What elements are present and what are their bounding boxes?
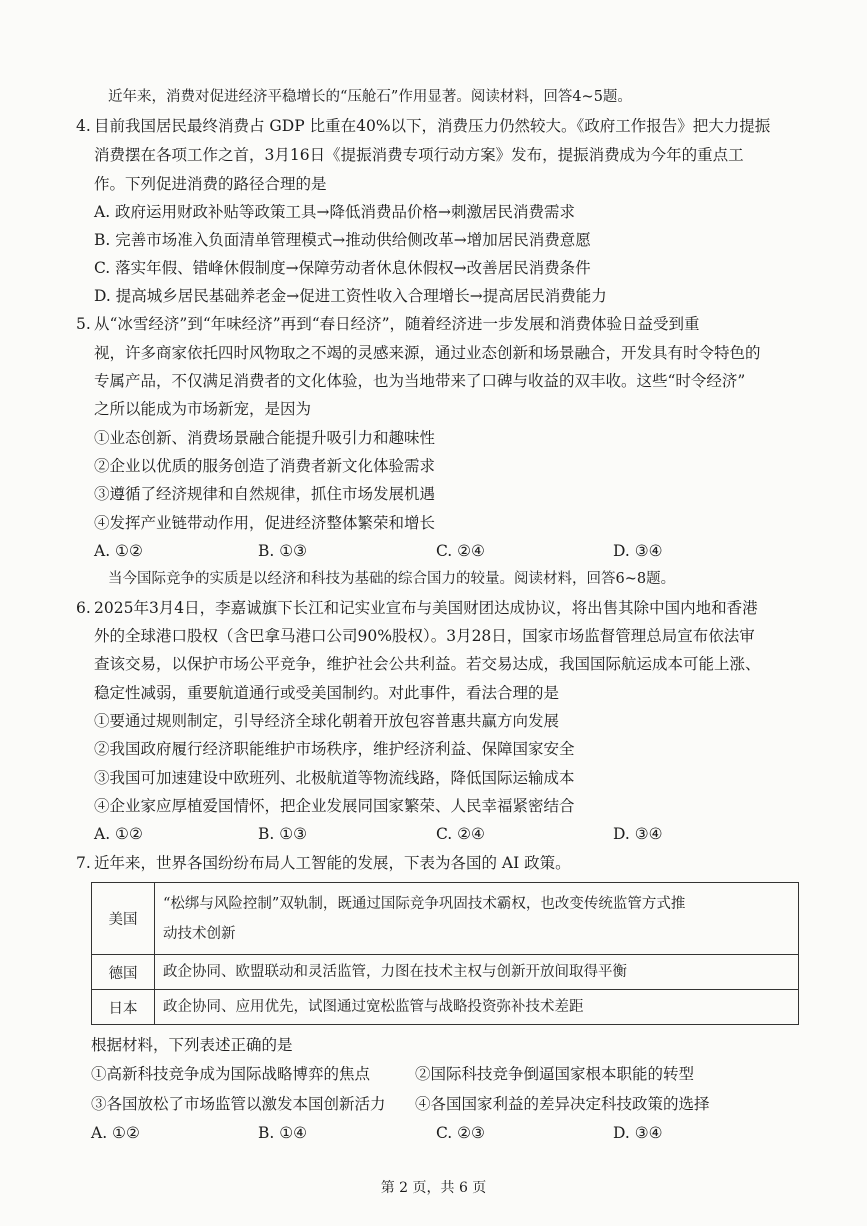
section-intro: 当今国际竞争的实质是以经济和科技为基础的综合国力的较量。阅读材料，回答6~8题。 [108, 571, 676, 587]
option-c: C. 落实年假、错峰休假制度→保障劳动者休息休假权→改善居民消费条件 [94, 259, 591, 277]
choice-d: D. ③④ [613, 542, 663, 560]
statement-3: ③遵循了经济规律和自然规律，抓住市场发展机遇 [94, 485, 436, 503]
statement-1: ①业态创新、消费场景融合能提升吸引力和趣味性 [94, 429, 436, 447]
policy-cell: 政企协同、欧盟联动和灵活监管，力图在技术主权与创新开放间取得平衡 [155, 955, 799, 990]
ai-policy-table [91, 882, 799, 1025]
country-cell: 德国 [92, 955, 155, 990]
page-footer: 第 2 页，共 6 页 [380, 1180, 487, 1196]
statement-4: ④发挥产业链带动作用，促进经济整体繁荣和增长 [94, 514, 436, 532]
statement-4: ④企业家应厚植爱国情怀，把企业发展同国家繁荣、人民幸福紧密结合 [94, 797, 575, 815]
policy-text: 动技术创新 [163, 925, 236, 942]
question-text: 消费摆在各项工作之首，3月16日《提振消费专项行动方案》发布，提振消费成为今年的重点工 [94, 146, 744, 164]
statement-2: ②企业以优质的服务创造了消费者新文化体验需求 [94, 457, 436, 475]
choice-a: A. ①② [94, 542, 143, 560]
question-text: 视，许多商家依托四时风物取之不竭的灵感来源，通过业态创新和场景融合，开发具有时令特色的 [94, 344, 761, 362]
choice-a: A. ①② [91, 1124, 140, 1142]
choice-d: D. ③④ [613, 1124, 663, 1142]
policy-cell [155, 883, 799, 955]
table-row [92, 990, 799, 1025]
statement-1: ①高新科技竞争成为国际战略博弈的焦点 [91, 1065, 371, 1083]
question-text: 之所以能成为市场新宠，是因为 [94, 400, 312, 418]
option-d: D. 提高城乡居民基础养老金→促进工资性收入合理增长→提高居民消费能力 [94, 287, 607, 305]
question-number: 4. [76, 117, 91, 135]
statement-2: ②国际科技竞争倒逼国家根本职能的转型 [415, 1065, 695, 1083]
choice-c: C. ②④ [436, 542, 485, 560]
statement-3: ③各国放松了市场监管以激发本国创新活力 [91, 1095, 386, 1113]
policy-cell: 政企协同、应用优先，试图通过宽松监管与战略投资弥补技术差距 [155, 990, 799, 1025]
choice-b: B. ①③ [258, 825, 308, 843]
question-text: 外的全球港口股权（含巴拿马港口公司90%股权）。3月28日，国家市场监督管理总局宣布依法审 [94, 627, 755, 645]
question-text: 查该交易，以保护市场公平竞争，维护社会公共利益。若交易达成，我国国际航运成本可能上涨、 [94, 655, 761, 673]
question-number: 7. [76, 854, 91, 872]
question-text: 2025年3月4日，李嘉诚旗下长江和记实业宣布与美国财团达成协议，将出售其除中国内地和香港 [94, 599, 758, 617]
statement-3: ③我国可加速建设中欧班列、北极航道等物流线路，降低国际运输成本 [94, 769, 575, 787]
question-stem: 根据材料，下列表述正确的是 [91, 1036, 293, 1054]
statement-1: ①要通过规则制定，引导经济全球化朝着开放包容普惠共赢方向发展 [94, 712, 560, 730]
table-row [92, 883, 799, 955]
table-row [92, 955, 799, 990]
country-cell: 美国 [92, 883, 155, 955]
country-cell: 日本 [92, 990, 155, 1025]
choice-c: C. ②③ [436, 1124, 485, 1142]
choice-b: B. ①④ [258, 1124, 308, 1142]
choice-b: B. ①③ [258, 542, 308, 560]
question-text: 稳定性减弱，重要航道通行或受美国制约。对此事件，看法合理的是 [94, 684, 560, 702]
policy-text: “松绑与风险控制”双轨制，既通过国际竞争巩固技术霸权，也改变传统监管方式推 [163, 895, 686, 912]
question-number: 5. [76, 315, 91, 333]
question-text: 近年来，世界各国纷纷布局人工智能的发展，下表为各国的 AI 政策。 [94, 854, 571, 872]
choice-c: C. ②④ [436, 825, 485, 843]
section-intro: 近年来，消费对促进经济平稳增长的“压舱石”作用显著。阅读材料，回答4~5题。 [108, 89, 632, 105]
question-text: 专属产品，不仅满足消费者的文化体验，也为当地带来了口碑与收益的双丰收。这些“时令经济” [94, 372, 746, 390]
question-text: 目前我国居民最终消费占 GDP 比重在40%以下，消费压力仍然较大。《政府工作报告》把大力提振 [94, 117, 771, 135]
statement-2: ②我国政府履行经济职能维护市场秩序，维护经济利益、保障国家安全 [94, 740, 575, 758]
question-text: 从“冰雪经济”到“年味经济”再到“春日经济”，随着经济进一步发展和消费体验日益受到重 [94, 315, 700, 333]
option-a: A. 政府运用财政补贴等政策工具→降低消费品价格→刺激居民消费需求 [94, 203, 576, 221]
choice-a: A. ①② [94, 825, 143, 843]
question-number: 6. [76, 599, 91, 617]
choice-d: D. ③④ [613, 825, 663, 843]
statement-4: ④各国国家利益的差异决定科技政策的选择 [415, 1095, 710, 1113]
option-b: B. 完善市场准入负面清单管理模式→推动供给侧改革→增加居民消费意愿 [94, 231, 591, 249]
question-text: 作。下列促进消费的路径合理的是 [94, 175, 327, 193]
